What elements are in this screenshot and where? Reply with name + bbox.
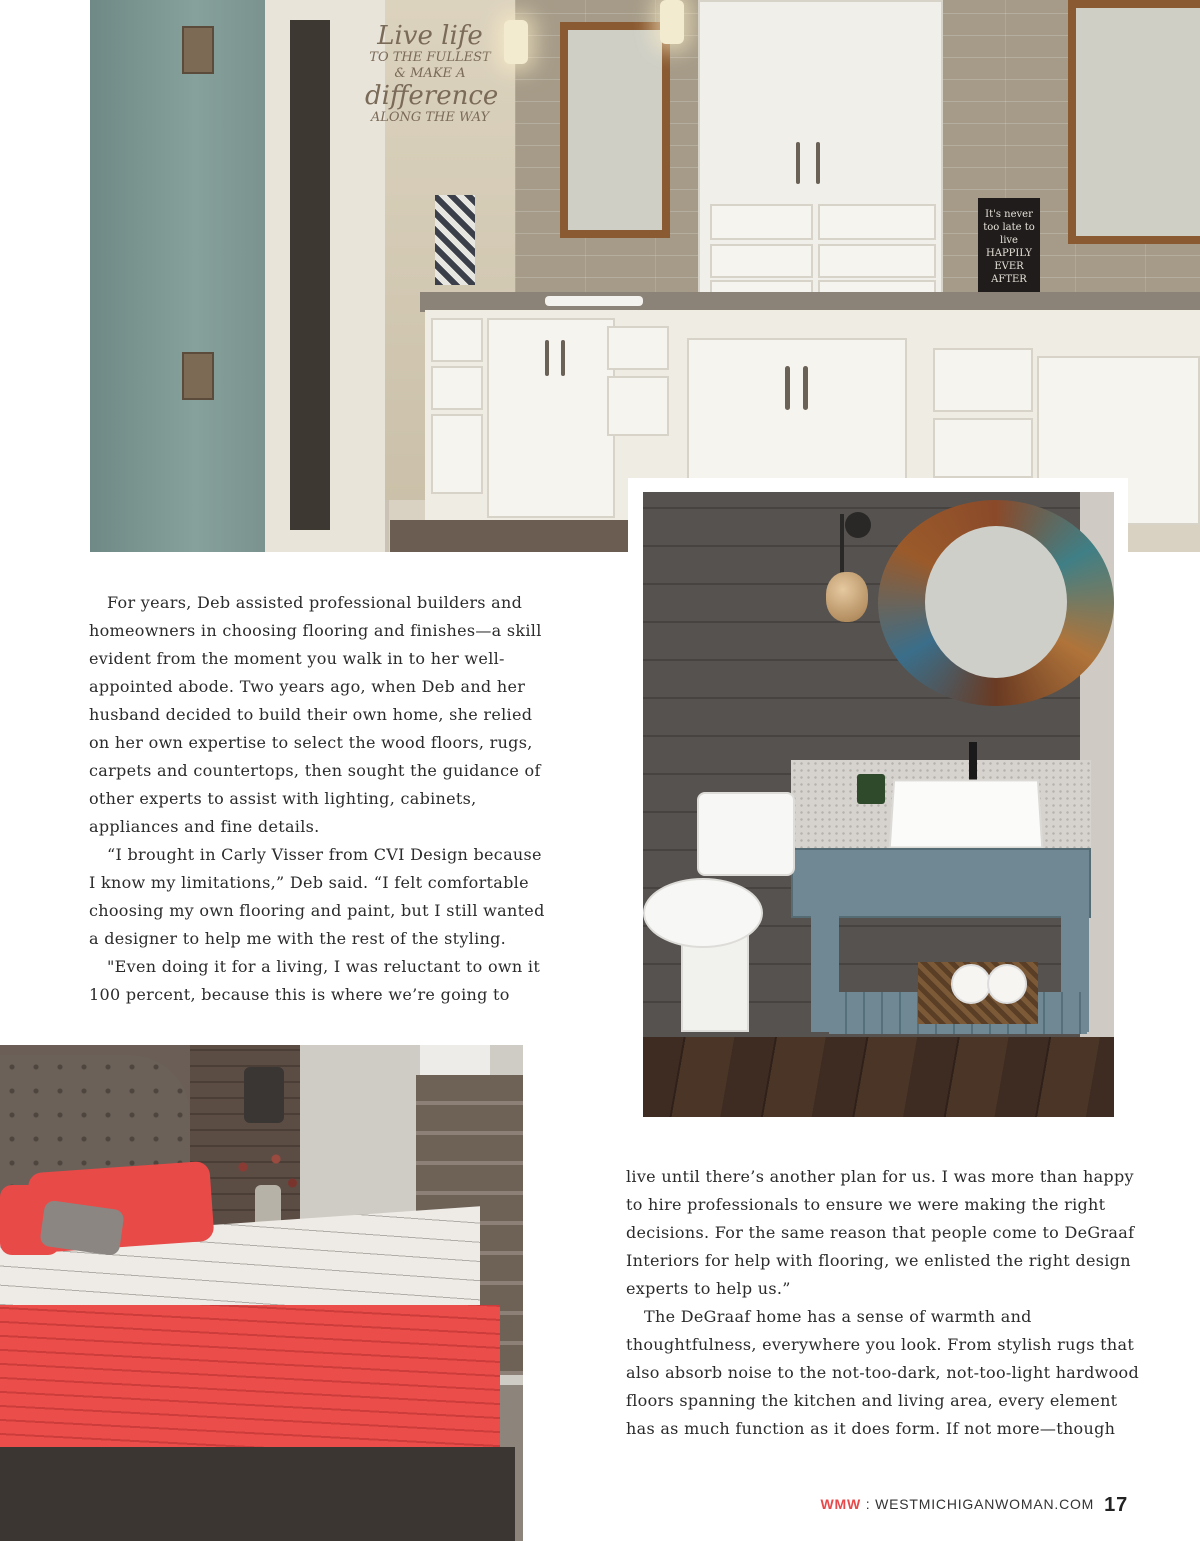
mirror (560, 22, 670, 238)
paragraph: For years, Deb assisted professional builders and homeowners in choosing flooring and finishes—a skill evident from the moment you walk in to her well-appointed abode. Two years ago, when Deb and her husband decided to build their own home, she relied on her own expertise to select the wood floors, rugs, carpets and countertops, then sought the guidance of other experts to assist with lighting, cabinets, appliances and fine details. (89, 593, 542, 836)
sconce-arm (840, 514, 844, 574)
black-faucet (969, 742, 977, 782)
website-link[interactable]: WESTMICHIGANWOMAN.COM (875, 1496, 1095, 1512)
brand-mark: WMW (820, 1496, 862, 1512)
candle-jar (857, 774, 885, 804)
pendant-light (504, 20, 528, 64)
upholstered-bed-base (0, 1447, 515, 1541)
paragraph: “I brought in Carly Visser from CVI Design because I know my limitations,” Deb said. “I felt comfortable choosing my own flooring and paint, but I still wanted a designer to help me with the rest of the styling. (89, 845, 545, 948)
doorway (290, 20, 330, 530)
page-number: 17 (1104, 1494, 1128, 1516)
folio-separator: : (861, 1496, 876, 1512)
countertop (420, 292, 1200, 312)
powder-room-photo (643, 492, 1114, 1117)
paragraph: The DeGraaf home has a sense of warmth and thoughtfulness, everywhere you look. From stylish rugs that also absorb noise to the not-too-dark, not-too-light hardwood floors spanning the kitchen and living area, every element has as much function as it does form. If not more—though (626, 1307, 1140, 1438)
blue-vanity-drawers (791, 848, 1091, 918)
toilet-tank (697, 792, 795, 876)
vessel-sink (889, 780, 1044, 849)
linen-tower-cabinet (698, 0, 943, 318)
door-hinge (182, 352, 214, 400)
mirror-glass (925, 526, 1067, 678)
paragraph: live until there’s another plan for us. I was more than happy to hire professionals to ensure we were making the right decisions. For the same reason that people come to DeGraaf Interiors for help with flooring, we enlisted the right design experts to help us.” (626, 1167, 1135, 1298)
page-folio (821, 1494, 1128, 1517)
glass-shower-door (90, 0, 265, 552)
bathroom-vanity-photo (90, 0, 1200, 552)
article-column-left (89, 589, 549, 1009)
toilet-bowl (643, 878, 763, 948)
pendant-lamp (244, 1067, 284, 1123)
window-frame (420, 1045, 490, 1075)
amber-globe-sconce (826, 572, 868, 622)
toilet-paper-roll (951, 964, 991, 1004)
paragraph: "Even doing it for a living, I was reluctant to own it 100 percent, because this is where we’re going to (89, 957, 541, 1004)
mirror (1068, 0, 1200, 244)
door-hinge (182, 26, 214, 74)
hand-towel (435, 195, 475, 285)
wood-floor (643, 1037, 1114, 1117)
article-column-right (626, 1163, 1146, 1443)
bedroom-photo (0, 1045, 523, 1541)
wall-quote-decal: Live life TO THE FULLEST & MAKE A difference ALONG THE WAY (365, 21, 499, 125)
pendant-light (660, 0, 684, 44)
wall-sign: It's never too late to live HAPPILY EVER AFTER (978, 198, 1040, 310)
sconce-mount (845, 512, 871, 538)
toilet-paper-roll (987, 964, 1027, 1004)
sink (545, 296, 643, 306)
